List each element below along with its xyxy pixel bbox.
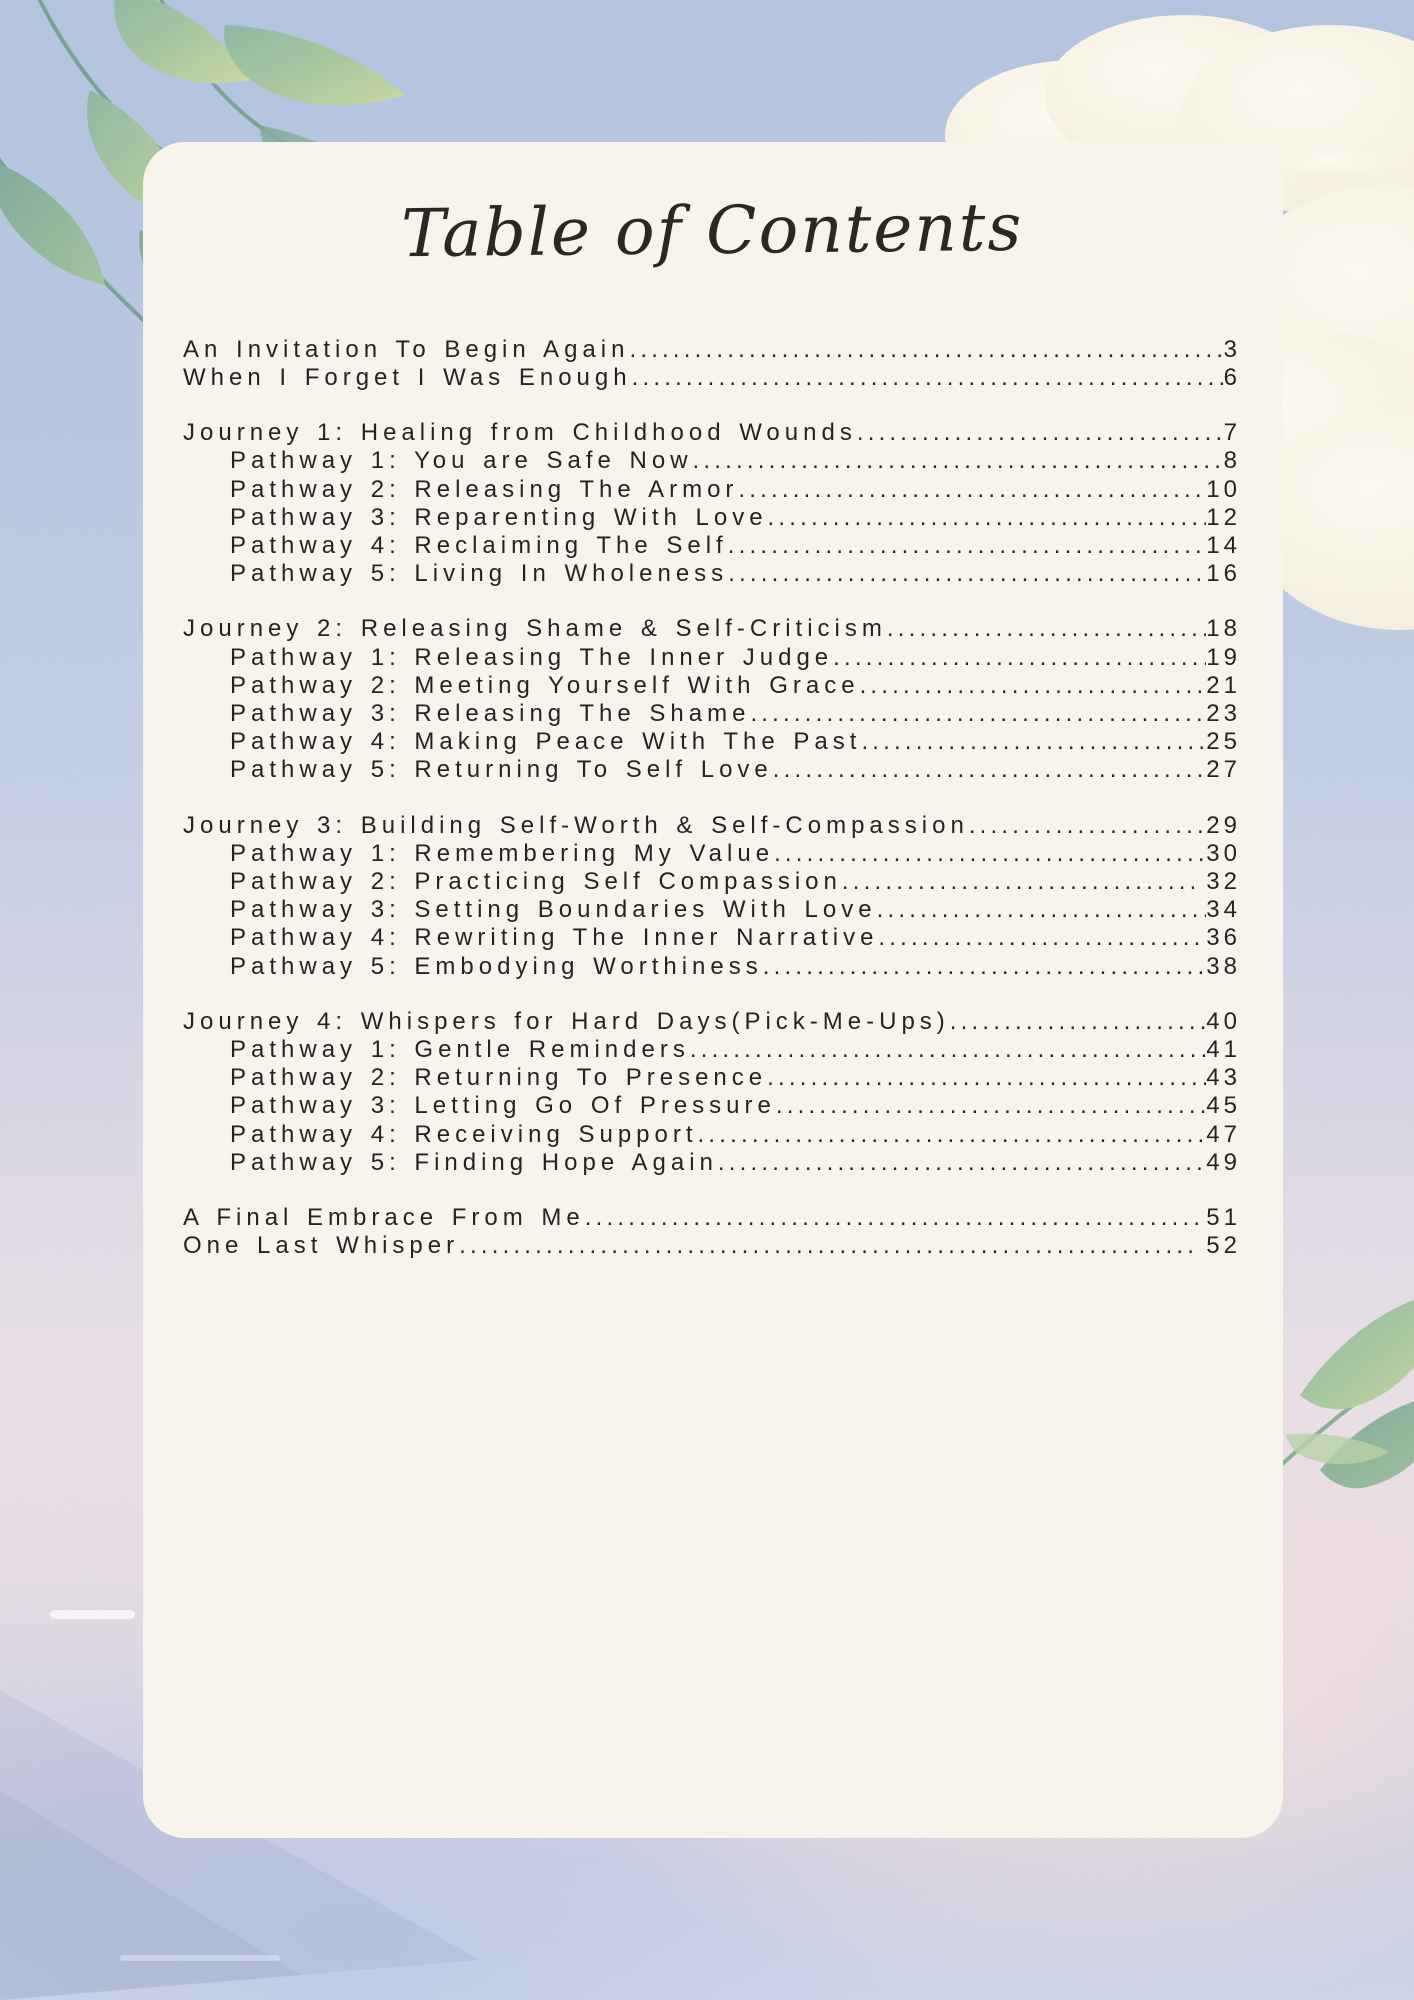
toc-dot-leader [632, 364, 1224, 392]
toc-group [183, 1204, 1241, 1260]
toc-entry-page: 21 [1206, 671, 1241, 699]
toc-dot-leader [585, 1204, 1207, 1232]
toc-entry [230, 1121, 1241, 1149]
toc-entry [230, 1036, 1241, 1064]
toc-dot-leader [728, 560, 1206, 588]
toc-entry-label: Pathway 2: Meeting Yourself With Grace [230, 671, 860, 699]
toc-entry-label: Pathway 2: Releasing The Armor [230, 475, 739, 503]
toc-entry-label: Pathway 5: Returning To Self Love [230, 756, 773, 784]
toc-entry-page: 29 [1206, 811, 1241, 839]
page-title: Table of Contents [400, 188, 1024, 273]
toc-entry-label: An Invitation To Begin Again [183, 335, 630, 363]
toc-dot-leader [773, 756, 1207, 784]
toc-entry-label: Journey 3: Building Self-Worth & Self-Compassion [183, 811, 969, 839]
toc-entry [230, 1064, 1241, 1092]
toc-dot-leader [728, 532, 1207, 560]
toc-entry-page: 45 [1206, 1092, 1241, 1120]
leaves-bottom-right-illustration [1270, 1290, 1414, 1488]
toc-entry-page: 3 [1223, 335, 1241, 363]
toc-entry-page: 38 [1206, 952, 1241, 980]
toc-entry-page: 23 [1206, 700, 1241, 728]
toc-dot-leader [833, 644, 1206, 672]
toc-entry-page: 14 [1206, 532, 1241, 560]
toc-entry [230, 953, 1241, 981]
toc-entry [230, 756, 1241, 784]
toc-entry [230, 532, 1241, 560]
toc-group [183, 615, 1241, 784]
toc-entry [230, 1092, 1241, 1120]
toc-entry [230, 700, 1241, 728]
toc-entry [183, 615, 1241, 643]
toc-dot-leader [774, 840, 1206, 868]
toc-list [183, 336, 1241, 1261]
toc-dot-leader [718, 1149, 1206, 1177]
toc-entry-label: Pathway 5: Embodying Worthiness [230, 952, 763, 980]
toc-dot-leader [969, 812, 1206, 840]
toc-entry [230, 1149, 1241, 1177]
toc-entry [230, 868, 1241, 896]
toc-group [183, 1008, 1241, 1177]
toc-entry-page: 7 [1223, 419, 1241, 447]
toc-dot-leader [767, 1064, 1206, 1092]
toc-entry-page: 8 [1223, 447, 1241, 475]
toc-entry-label: Pathway 1: Remembering My Value [230, 839, 775, 867]
toc-dot-leader [878, 924, 1206, 952]
toc-entry [183, 364, 1241, 392]
toc-entry [183, 1232, 1241, 1260]
toc-entry-page: 43 [1206, 1064, 1241, 1092]
toc-dot-leader [629, 336, 1223, 364]
toc-entry-label: Journey 1: Healing from Childhood Wounds [183, 419, 857, 447]
toc-group [183, 336, 1241, 392]
toc-group [183, 419, 1241, 588]
toc-entry-page: 18 [1206, 615, 1241, 643]
toc-entry [230, 728, 1241, 756]
toc-dot-leader [877, 896, 1207, 924]
toc-entry-label: When I Forget I Was Enough [183, 364, 632, 391]
toc-entry-label: Pathway 1: Gentle Reminders [230, 1036, 690, 1064]
toc-entry-label: Pathway 4: Rewriting The Inner Narrative [230, 924, 879, 952]
toc-entry [230, 840, 1241, 868]
toc-entry [183, 336, 1241, 364]
toc-dot-leader [750, 700, 1206, 728]
toc-dot-leader [768, 504, 1207, 532]
toc-entry-page: 49 [1206, 1148, 1241, 1176]
toc-dot-leader [950, 1008, 1207, 1036]
toc-entry [230, 560, 1241, 588]
toc-dot-leader [698, 1121, 1207, 1149]
toc-dot-leader [693, 447, 1224, 475]
toc-entry-label: Pathway 2: Returning To Presence [230, 1064, 768, 1092]
toc-entry-label: Pathway 4: Making Peace With The Past [230, 728, 862, 756]
toc-dot-leader [887, 615, 1206, 643]
toc-entry-page: 25 [1206, 728, 1241, 756]
toc-entry-page: 10 [1206, 475, 1241, 503]
toc-dot-leader [738, 476, 1206, 504]
toc-entry-page: 34 [1206, 896, 1241, 924]
toc-dot-leader [842, 868, 1194, 896]
toc-entry-label: Pathway 5: Finding Hope Again [230, 1148, 718, 1176]
toc-entry-label: Pathway 4: Receiving Support [230, 1120, 698, 1148]
toc-entry-page: 41 [1206, 1036, 1241, 1064]
toc-entry [230, 447, 1241, 475]
toc-dot-leader [860, 672, 1207, 700]
toc-entry-page: 52 [1193, 1232, 1241, 1260]
toc-entry [230, 644, 1241, 672]
toc-entry-label: Pathway 1: You are Safe Now [230, 447, 693, 475]
toc-entry [230, 672, 1241, 700]
toc-group [183, 812, 1241, 981]
toc-dot-leader [763, 953, 1207, 981]
toc-dot-leader [690, 1036, 1206, 1064]
toc-entry [230, 476, 1241, 504]
toc-entry-label: One Last Whisper [183, 1232, 460, 1260]
toc-entry-label: Pathway 3: Setting Boundaries With Love [230, 896, 877, 924]
toc-entry [183, 419, 1241, 447]
toc-entry [230, 896, 1241, 924]
toc-dot-leader [776, 1092, 1206, 1120]
toc-entry-label: Pathway 3: Releasing The Shame [230, 700, 751, 728]
toc-entry-page: 27 [1206, 756, 1241, 784]
toc-entry [183, 812, 1241, 840]
toc-entry [183, 1204, 1241, 1232]
content-card [143, 142, 1283, 1838]
toc-entry-page: 12 [1206, 503, 1241, 531]
toc-dot-leader [861, 728, 1206, 756]
toc-entry [230, 924, 1241, 952]
toc-entry-label: Journey 2: Releasing Shame & Self-Criticism [183, 615, 887, 643]
toc-entry-label: Pathway 5: Living In Wholeness [230, 560, 729, 588]
toc-entry-page: 51 [1206, 1204, 1241, 1232]
toc-entry-page: 30 [1206, 839, 1241, 867]
toc-entry [183, 1008, 1241, 1036]
toc-entry-page: 32 [1193, 868, 1241, 896]
toc-dot-leader [857, 419, 1224, 447]
toc-entry-page: 47 [1206, 1120, 1241, 1148]
toc-entry-label: Pathway 3: Reparenting With Love [230, 503, 768, 531]
toc-entry-label: Journey 4: Whispers for Hard Days(Pick-Me-Ups) [183, 1007, 950, 1035]
toc-entry-label: Pathway 4: Reclaiming The Self [230, 532, 728, 560]
toc-entry-page: 19 [1206, 643, 1241, 671]
toc-entry-label: A Final Embrace From Me [183, 1204, 585, 1232]
toc-dot-leader [459, 1232, 1194, 1260]
toc-entry-label: Pathway 3: Letting Go Of Pressure [230, 1092, 776, 1120]
toc-entry-page: 36 [1206, 924, 1241, 952]
toc-entry [230, 504, 1241, 532]
toc-entry-page: 6 [1223, 364, 1241, 391]
toc-entry-page: 40 [1206, 1007, 1241, 1035]
toc-entry-label: Pathway 1: Releasing The Inner Judge [230, 643, 834, 671]
toc-entry-label: Pathway 2: Practicing Self Compassion [230, 868, 842, 896]
toc-entry-page: 16 [1206, 560, 1241, 588]
